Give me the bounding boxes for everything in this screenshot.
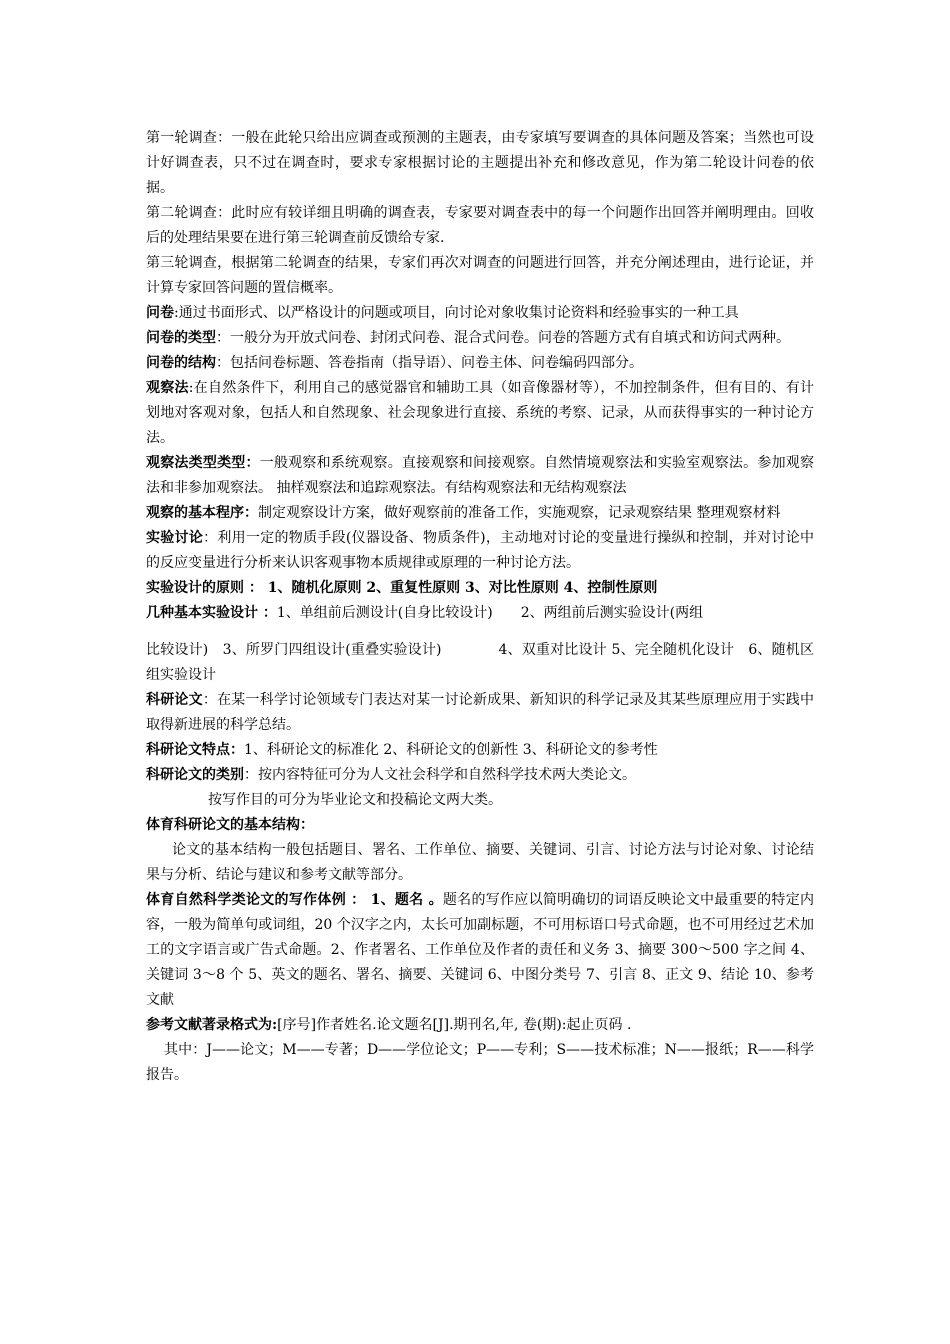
term-definition: ：包括问卷标题、答卷指南（指导语）、问卷主体、问卷编码四部分。 (216, 355, 643, 371)
paragraph-questionnaire-types (146, 326, 814, 351)
paragraph-research-paper (146, 688, 814, 738)
term-definition: :通过书面形式、以严格设计的问题或项目，向讨论对象收集讨论资料和经验事实的一种工具 (174, 305, 739, 321)
paragraph-basic-designs (146, 601, 814, 626)
heading-paper-structure: 体育科研论文的基本结构： (146, 817, 314, 833)
term-definition: ：在某一科学讨论领域专门表达对某一讨论新成果、新知识的科学记录及其某些原理应用于实践中取得新进展的科学总结。 (146, 692, 815, 733)
paragraph-observation-procedure (146, 501, 814, 526)
paragraph-second-round: 第二轮调查：此时应有较详细且明确的调查表，专家要对调查表中的每一个问题作出回答并阐明理由。回收后的处理结果要在进行第三轮调查前反馈给专家. (146, 205, 814, 246)
term-definition: [序号]作者姓名.论文题名[J].期刊名,年, 卷(期):起止页码 . (277, 1017, 632, 1033)
paragraph-reference-format (146, 1013, 814, 1038)
paragraph-reference-types: 其中：J——论文；M——专著；D——学位论文；P——专利；S——技术标准；N——报纸；R——科学报告。 (146, 1042, 814, 1083)
paragraph-observation-types (146, 451, 814, 501)
paragraph-experimental-research (146, 526, 814, 576)
term-definition: :在自然条件下，利用自己的感觉器官和辅助工具（如音像器材等），不加控制条件，但有目的、有计划地对客观对象，包括人和自然现象、社会现象进行直接、系统的考察、记录，从而获得事实的一种讨论方法。 (146, 380, 815, 446)
paragraph-third-round: 第三轮调查，根据第二轮调查的结果，专家们再次对调查的问题进行回答，并充分阐述理由，进行论证，并计算专家回答问题的置信概率。 (146, 255, 814, 296)
paragraph-first-round: 第一轮调查：一般在此轮只给出应调查或预测的主题表，由专家填写要调查的具体问题及答案；当然也可设计好调查表，只不过在调查时，要求专家根据讨论的主题提出补充和修改意见，作为第二轮设计问卷的依据。 (146, 130, 814, 196)
term-definition: ：按内容特征可分为人文社会科学和自然科学技术两大类论文。 (244, 767, 636, 783)
paragraph-questionnaire (146, 301, 814, 326)
paragraph-paper-features (146, 738, 814, 763)
term-definition: 一般观察和系统观察。直接观察和间接观察。自然情境观察法和实验室观察法。参加观察法和非参加观察法。 抽样观察法和追踪观察法。有结构观察法和无结构观察法 (146, 455, 815, 496)
term-definition: ：利用一定的物质手段(仪器设备、物质条件)，主动地对讨论的变量进行操纵和控制，并对讨论中的反应变量进行分析来认识客观事物本质规律或原理的一种讨论方法。 (146, 530, 815, 571)
paragraph-paper-categories (146, 763, 814, 788)
term-label: 科研论文 (146, 692, 203, 708)
paragraph-writing-format (146, 888, 814, 1013)
term-label: 观察法 (146, 380, 189, 396)
term-label: 问卷的类型 (146, 330, 216, 346)
term-label: 观察的基本程序： (146, 505, 258, 521)
document-body (146, 126, 814, 1088)
paragraph-design-principles: 实验设计的原则 ： 1、随机化原则 2、重复性原则 3、对比性原则 4、控制性原则 (146, 580, 658, 596)
term-label: 几种基本实验设计 ： (146, 605, 277, 621)
term-definition: 题名的写作应以简明确切的词语反映论文中最重要的特定内容，一般为简单句或词组，20 个汉字之内，太长可加副标题，不可用标语口号式命题，也不可用经过艺术加工的文字语言或广告式命题。2、作者署名、工作单位及作者的责任和义务 3、摘要 300～500 字之间 4、关键词 3～8 个 5、英文的题名、署名、摘要、关键词 6、中图分类号 7、引言 8、正文 9、结论 10、参考文献 (146, 892, 814, 1008)
paragraph-basic-designs-continued: 比较设计) 3、所罗门四组设计(重叠实验设计) 4、双重对比设计 5、完全随机化设计 6、随机区组实验设计 (146, 642, 814, 683)
term-label: 参考文献著录格式为: (146, 1017, 278, 1033)
term-definition: ：一般分为开放式问卷、封闭式问卷、混合式问卷。问卷的答题方式有自填式和访问式两种。 (216, 330, 790, 346)
paragraph-gap (146, 626, 814, 638)
paragraph-paper-purpose: 按写作目的可分为毕业论文和投稿论文两大类。 (208, 792, 502, 808)
term-label: 科研论文的类别 (146, 767, 244, 783)
paragraph-observation-method (146, 376, 814, 451)
term-definition: 1、科研论文的标准化 2、科研论文的创新性 3、科研论文的参考性 (244, 742, 658, 758)
paragraph-questionnaire-structure (146, 351, 814, 376)
term-label: 问卷 (146, 305, 174, 321)
term-label: 实验讨论 (146, 530, 204, 546)
paragraph-paper-structure: 论文的基本结构一般包括题目、署名、工作单位、摘要、关键词、引言、讨论方法与讨论对象、讨论结果与分析、结论与建议和参考文献等部分。 (146, 842, 814, 883)
term-label: 问卷的结构 (146, 355, 216, 371)
term-definition: 1、单组前后测设计(自身比较设计) 2、两组前后测实验设计(两组 (276, 605, 704, 621)
term-label: 体育自然科学类论文的写作体例 ： 1、题名 。 (146, 892, 443, 908)
term-label: 观察法类型类型： (146, 455, 260, 471)
term-label: 科研论文特点： (146, 742, 244, 758)
term-definition: 制定观察设计方案，做好观察前的准备工作，实施观察，记录观察结果 整理观察材料 (258, 505, 781, 521)
